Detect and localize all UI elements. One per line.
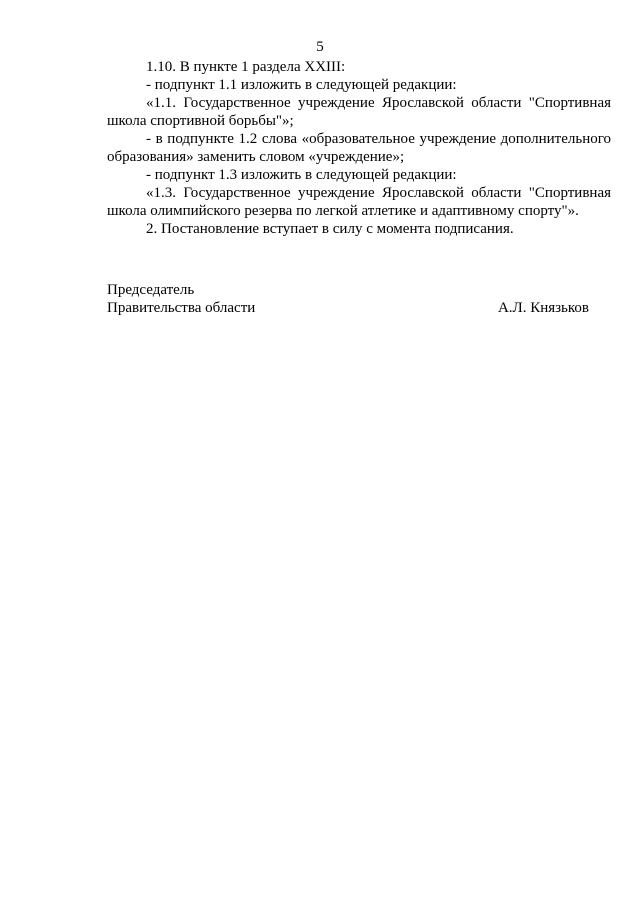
- signer-title-line-1: Председатель: [107, 282, 195, 298]
- paragraph-subitem-1-1-text: «1.1. Государственное учреждение Ярославской области "Спортивная школа спортивной борьбы"»;: [107, 95, 611, 129]
- signature-block: [107, 281, 589, 317]
- paragraph-subitem-1-3-intro: - подпункт 1.3 изложить в следующей редакции:: [146, 167, 457, 183]
- page-number: 5: [316, 39, 324, 55]
- paragraph-subitem-1-1-intro: - подпункт 1.1 изложить в следующей редакции:: [146, 77, 457, 93]
- signer-name: А.Л. Князьков: [497, 300, 589, 316]
- paragraph-subitem-1-2: - в подпункте 1.2 слова «образовательное учреждение дополнительного образования» заменить словом «учреждение»;: [107, 131, 611, 165]
- document-body: [107, 58, 611, 238]
- paragraph-subitem-1-3-text: «1.3. Государственное учреждение Ярославской области "Спортивная школа олимпийского резерва по легкой атлетике и адаптивному спорту"».: [107, 185, 611, 219]
- signature-line: [107, 299, 589, 317]
- signer-title-line-2: Правительства области: [107, 300, 256, 316]
- paragraph-item-1-10: 1.10. В пункте 1 раздела XXIII:: [146, 59, 346, 75]
- paragraph-effective-date: 2. Постановление вступает в силу с момента подписания.: [146, 221, 514, 237]
